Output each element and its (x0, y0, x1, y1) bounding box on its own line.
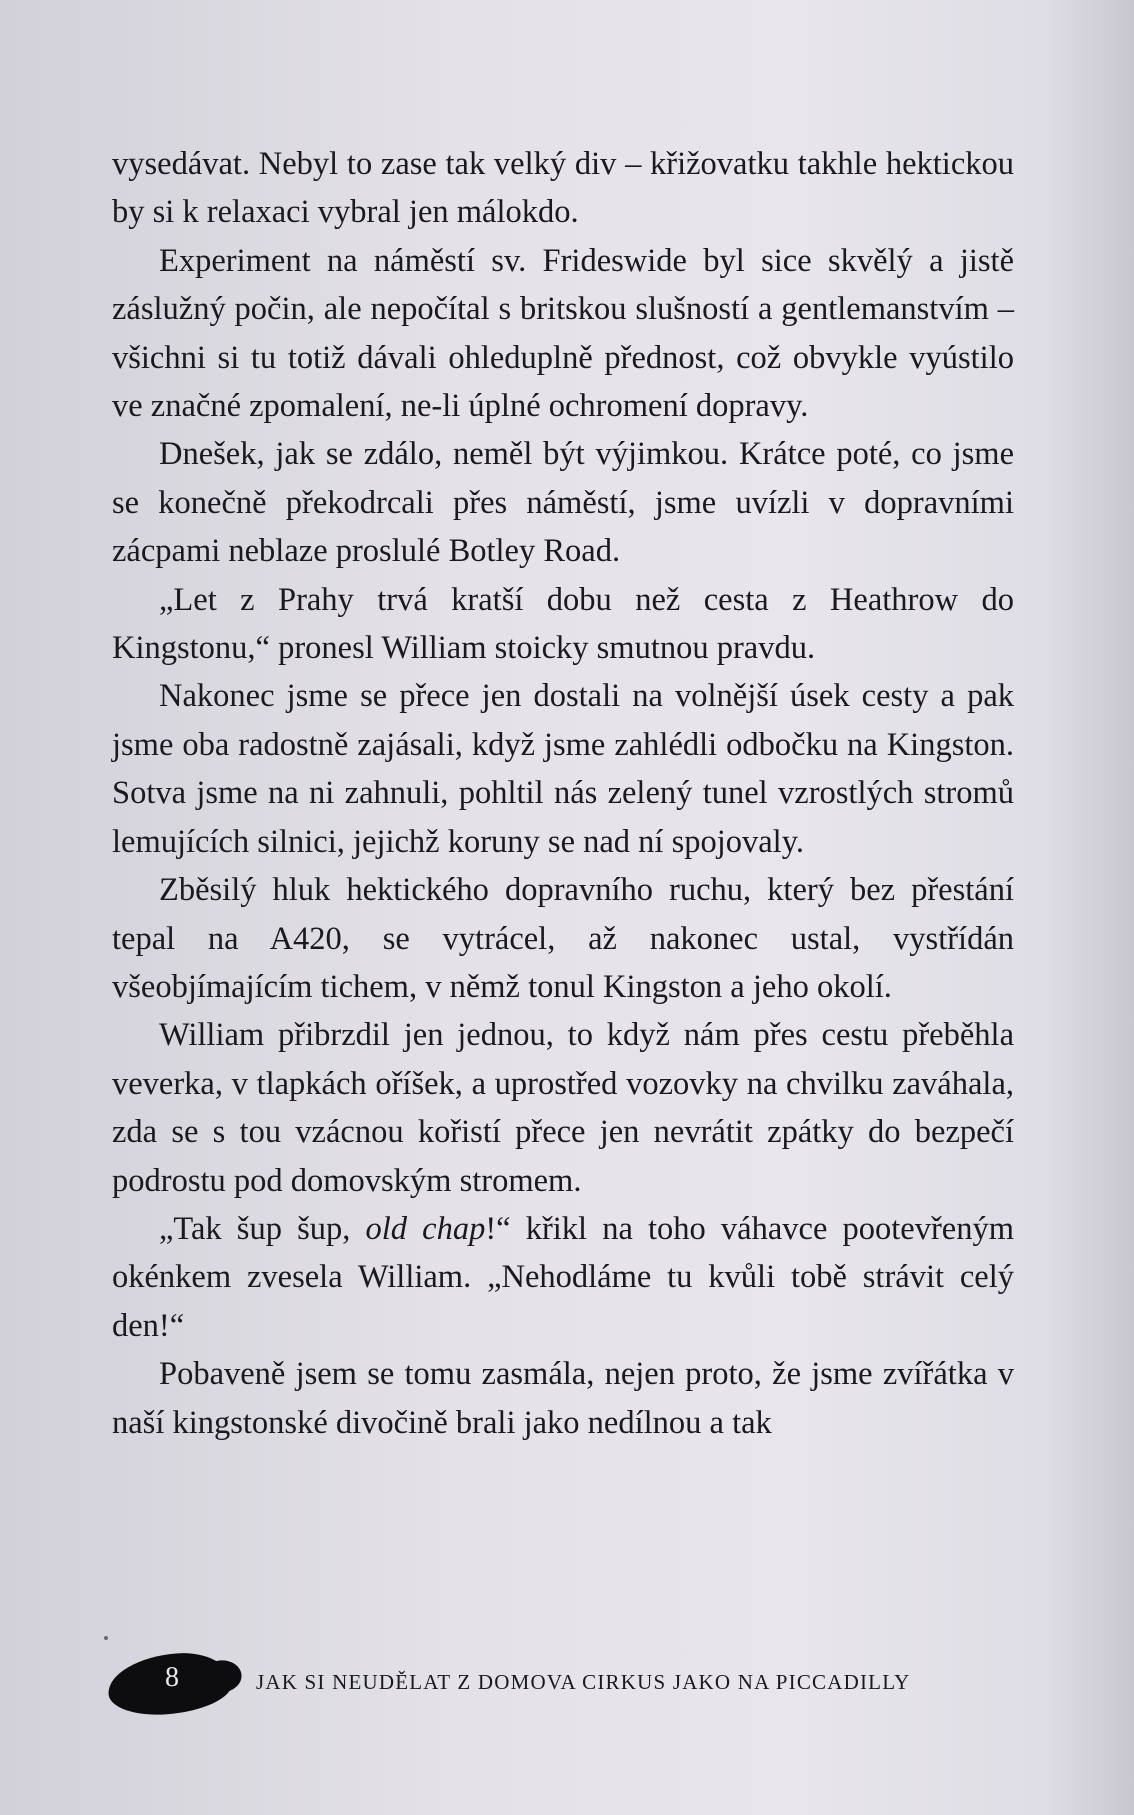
page-number: 8 (165, 1662, 179, 1693)
running-head: JAK SI NEUDĚLAT Z DOMOVA CIRKUS JAKO NA PICCADILLY (256, 1670, 911, 1694)
paragraph-8-start: „Tak šup šup, (159, 1210, 366, 1247)
paragraph-4: „Let z Prahy trvá kratší dobu než cesta z Heathrow do Kingstonu,“ pronesl William stoicky smutnou pravdu. (112, 581, 1014, 667)
page-footer (108, 1648, 1028, 1718)
paragraph-1: vysedávat. Nebyl to zase tak velký div – křižovatku takhle hektickou by si k relaxaci vybral jen málokdo. (112, 146, 1014, 231)
paragraph-9: Pobaveně jsem se tomu zasmála, nejen proto, že jsme zvířátka v naší kingstonské divočině brali jako nedílnou a tak (112, 1356, 1014, 1441)
paragraph-8-end: !“ křikl na toho váhavce pootevřeným okénkem zvesela William. „Nehodláme tu kvůli tobě strávit celý den!“ (112, 1210, 1014, 1344)
body-text (112, 140, 1014, 1447)
paragraph-8-italic: old chap (365, 1210, 486, 1247)
paragraph-6: Zběsilý hluk hektického dopravního ruchu, který bez přestání tepal na A420, se vytrácel, až nakonec ustal, vystřídán všeobjímajícím tichem, v němž tonul Kingston a jeho okolí. (112, 872, 1014, 1005)
paragraph-8 (112, 1205, 1014, 1350)
paragraph-7: William přibrzdil jen jednou, to když nám přes cestu přeběhla veverka, v tlapkách oříšek, a uprostřed vozovky na chvilku zaváhala, zda se s tou vzácnou kořistí přece jen nevrátit zpátky do bezpečí podrostu pod domovským stromem. (112, 1017, 1014, 1199)
paragraph-5: Nakonec jsme se přece jen dostali na volnější úsek cesty a pak jsme oba radostně zajásali, když jsme zahlédli odbočku na Kingston. Sotva jsme na ni zahnuli, pohltil nás zelený tunel vzrostlých stromů lemujících silnici, jejichž koruny se nad ní spojovaly. (112, 678, 1014, 860)
paragraph-2: Experiment na náměstí sv. Frideswide byl sice skvělý a jistě záslužný počin, ale nepočítal s britskou slušností a gentlemanstvím – všichni si tu totiž dávali ohleduplně přednost, což obvykle vyústilo ve značné zpomalení, ne-li úplné ochromení dopravy. (112, 242, 1014, 425)
paragraph-3: Dnešek, jak se zdálo, neměl být výjimkou. Krátce poté, co jsme se konečně překodrcali přes náměstí, jsme uvízli v dopravními zácpami neblaze proslulé Botley Road. (112, 436, 1014, 570)
margin-mark (104, 1636, 108, 1640)
